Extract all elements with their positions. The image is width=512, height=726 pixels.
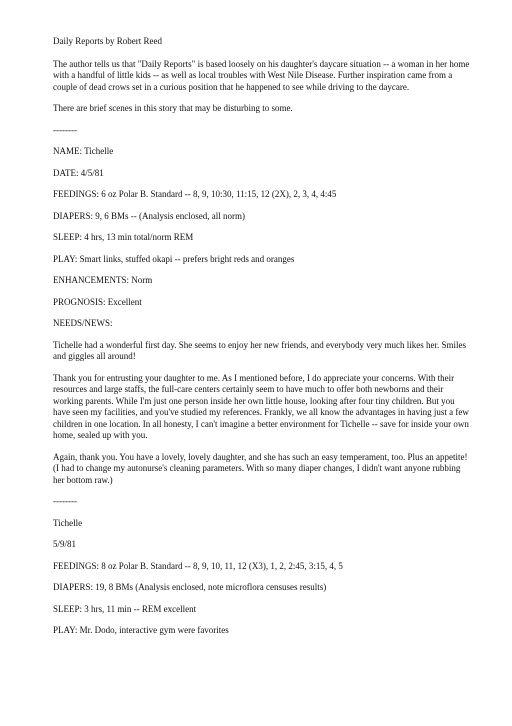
report2-diapers: DIAPERS: 19, 8 BMs (Analysis enclosed, note microflora censuses results)	[53, 582, 327, 592]
content-warning: There are brief scenes in this story that may be disturbing to some.	[53, 103, 293, 113]
report-prognosis: PROGNOSIS: Excellent	[53, 296, 142, 307]
report-paragraph-2: Thank you for entrusting your daughter to me. As I mentioned before, I do appreciate your concerns. With their resources and large staffs, the full-care centers certainly seem to have much to offer both newborns and their working parents. While I'm just one person inside her own little house, looking after four tiny children. But you have seen my facilities, and you've studied my references. Frankly, we all know the advantages in having just a few children in one location. In all honesty, I can't imagine a better environment for Tichelle -- save for inside your own home, sealed up with you.	[53, 372, 469, 440]
report2-sleep: SLEEP: 3 hrs, 11 min -- REM excellent	[53, 603, 197, 614]
report2-feedings: FEEDINGS: 8 oz Polar B. Standard -- 8, 9, 10, 11, 12 (X3), 1, 2, 2:45, 3:15, 4, 5	[53, 560, 343, 571]
report-name: NAME: Tichelle	[53, 146, 114, 156]
section-separator: --------	[53, 124, 77, 135]
report-paragraph-1: Tichelle had a wonderful first day. She seems to enjoy her new friends, and everybody very much likes her. Smiles and giggles all around!	[53, 339, 466, 361]
document-page	[53, 36, 473, 647]
report2-date: 5/9/81	[53, 539, 77, 549]
report-needs-news: NEEDS/NEWS:	[53, 318, 113, 328]
intro-paragraph: The author tells us that "Daily Reports" is based loosely on his daughter's daycare situation -- a woman in her home with a handful of little kids -- as well as local troubles with West Nile Disease. Further inspiration came from a couple of dead crows set in a curious position that he happened to see while driving to the daycare.	[53, 58, 470, 92]
report-sleep: SLEEP: 4 hrs, 13 min total/norm REM	[53, 232, 194, 242]
report-date: DATE: 4/5/81	[53, 167, 104, 178]
story-title: Daily Reports by Robert Reed	[53, 36, 162, 46]
section-separator-2: --------	[53, 496, 77, 506]
report-play: PLAY: Smart links, stuffed okapi -- prefers bright reds and oranges	[53, 253, 295, 264]
report2-name: Tichelle	[53, 517, 83, 528]
report-paragraph-3: Again, thank you. You have a lovely, lovely daughter, and she has such an easy temperament, too. Plus an appetite! (I had to change my autonurse's cleaning parameters. With so many diaper changes, I didn't want anyone rubbing her bottom raw.)	[53, 451, 468, 485]
report2-play: PLAY: Mr. Dodo, interactive gym were favorites	[53, 625, 229, 635]
report-diapers: DIAPERS: 9, 6 BMs -- (Analysis enclosed, all norm)	[53, 210, 245, 221]
report-enhancements: ENHANCEMENTS: Norm	[53, 275, 153, 285]
report-feedings: FEEDINGS: 6 oz Polar B. Standard -- 8, 9, 10:30, 11:15, 12 (2X), 2, 3, 4, 4:45	[53, 189, 337, 199]
